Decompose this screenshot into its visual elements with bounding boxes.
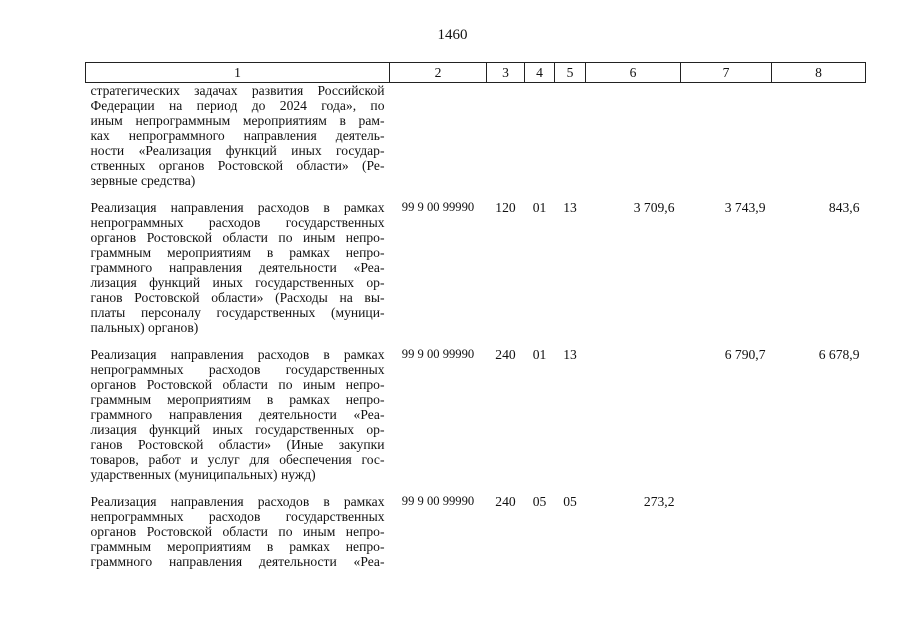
description-line: граммного направления деятельности «Реа- bbox=[90, 554, 385, 569]
subsection-code bbox=[555, 83, 586, 189]
amount-year-2 bbox=[681, 494, 772, 569]
amount-year-3: 843,6 bbox=[828, 200, 860, 215]
row-spacer bbox=[86, 335, 866, 347]
amount-year-1 bbox=[586, 83, 681, 189]
description-line: платы персоналу государственных (муници- bbox=[90, 305, 385, 320]
section-code: 01 bbox=[532, 200, 547, 215]
amount-year-3 bbox=[772, 83, 866, 189]
description-line: Реализация направления расходов в рамках bbox=[90, 494, 385, 509]
table-body bbox=[86, 83, 866, 570]
header-row bbox=[86, 63, 866, 83]
table-row bbox=[86, 200, 866, 335]
description-line: граммным мероприятиям в рамках непро- bbox=[90, 539, 385, 554]
expense-type-code: 240 bbox=[495, 494, 516, 509]
expense-type-code: 240 bbox=[495, 347, 516, 362]
amount-year-3: 6 678,9 bbox=[818, 347, 860, 362]
budget-classification-code: 99 9 00 99990 bbox=[401, 200, 475, 214]
section-code: 01 bbox=[532, 347, 547, 362]
amount-year-1: 3 709,6 bbox=[633, 200, 675, 215]
subsection-code: 13 bbox=[563, 347, 577, 362]
row-spacer bbox=[86, 482, 866, 494]
description-line: пальных) органов) bbox=[90, 320, 199, 335]
amount-year-2: 3 743,9 bbox=[724, 200, 766, 215]
section-code bbox=[525, 83, 555, 189]
subsection-code: 13 bbox=[563, 200, 577, 215]
budget-table bbox=[85, 62, 866, 569]
amount-year-2 bbox=[681, 83, 772, 189]
description-line: товаров, работ и услуг для обеспечения гос- bbox=[90, 452, 385, 467]
table-row bbox=[86, 347, 866, 482]
description-line: граммного направления деятельности «Реа- bbox=[90, 260, 385, 275]
header-cell: 4 bbox=[525, 63, 555, 83]
description-line: ганов Ростовской области» (Иные закупки bbox=[90, 437, 385, 452]
description-line: ганов Ростовской области» (Расходы на вы- bbox=[90, 290, 385, 305]
section-code: 05 bbox=[532, 494, 547, 509]
description-line: ударственных (муниципальных) нужд) bbox=[90, 467, 316, 482]
expense-type-code bbox=[487, 83, 525, 189]
table-header bbox=[86, 63, 866, 83]
header-cell: 5 bbox=[555, 63, 586, 83]
description-line: граммным мероприятиям в рамках непро- bbox=[90, 392, 385, 407]
description-line: лизация функций иных государственных ор- bbox=[90, 422, 385, 437]
description-line: органов Ростовской области по иным непро- bbox=[90, 377, 385, 392]
row-spacer-cell bbox=[86, 335, 866, 347]
description-line: Реализация направления расходов в рамках bbox=[90, 200, 385, 215]
budget-classification-code: 99 9 00 99990 bbox=[401, 494, 475, 508]
description-line: ках непрограммного направления деятель- bbox=[90, 128, 385, 143]
expense-description bbox=[86, 200, 390, 335]
subsection-code: 05 bbox=[563, 494, 577, 509]
description-line: иным непрограммным мероприятиям в рам- bbox=[90, 113, 385, 128]
row-spacer-cell bbox=[86, 188, 866, 200]
description-line: непрограммных расходов государственных bbox=[90, 509, 385, 524]
amount-year-1: 273,2 bbox=[643, 494, 675, 509]
header-cell: 7 bbox=[681, 63, 772, 83]
description-line: Реализация направления расходов в рамках bbox=[90, 347, 385, 362]
amount-year-2: 6 790,7 bbox=[724, 347, 766, 362]
expense-description bbox=[86, 83, 390, 189]
description-line: Федерации на период до 2024 года», по bbox=[90, 98, 385, 113]
header-cell: 3 bbox=[487, 63, 525, 83]
description-line: лизация функций иных государственных ор- bbox=[90, 275, 385, 290]
description-line: ности «Реализация функций иных государ- bbox=[90, 143, 385, 158]
description-line: органов Ростовской области по иным непро- bbox=[90, 230, 385, 245]
header-cell: 1 bbox=[86, 63, 390, 83]
description-line: зервные средства) bbox=[90, 173, 196, 188]
expense-type-code: 120 bbox=[495, 200, 516, 215]
description-line: непрограммных расходов государственных bbox=[90, 362, 385, 377]
description-line: стратегических задачах развития Российской bbox=[90, 83, 385, 98]
description-line: органов Ростовской области по иным непро- bbox=[90, 524, 385, 539]
page-number: 1460 bbox=[437, 27, 468, 43]
table-row bbox=[86, 494, 866, 569]
description-line: граммным мероприятиям в рамках непро- bbox=[90, 245, 385, 260]
budget-classification-code: 99 9 00 99990 bbox=[401, 347, 475, 361]
row-spacer bbox=[86, 188, 866, 200]
description-line: граммного направления деятельности «Реа- bbox=[90, 407, 385, 422]
header-cell: 8 bbox=[772, 63, 866, 83]
header-cell: 6 bbox=[586, 63, 681, 83]
description-line: непрограммных расходов государственных bbox=[90, 215, 385, 230]
row-spacer-cell bbox=[86, 482, 866, 494]
expense-description bbox=[86, 494, 390, 569]
header-cell: 2 bbox=[390, 63, 487, 83]
table-row bbox=[86, 83, 866, 189]
expense-description bbox=[86, 347, 390, 482]
description-line: ственных органов Ростовской области» (Ре- bbox=[90, 158, 385, 173]
amount-year-1 bbox=[586, 347, 681, 482]
amount-year-3 bbox=[772, 494, 866, 569]
budget-classification-code bbox=[390, 83, 487, 189]
